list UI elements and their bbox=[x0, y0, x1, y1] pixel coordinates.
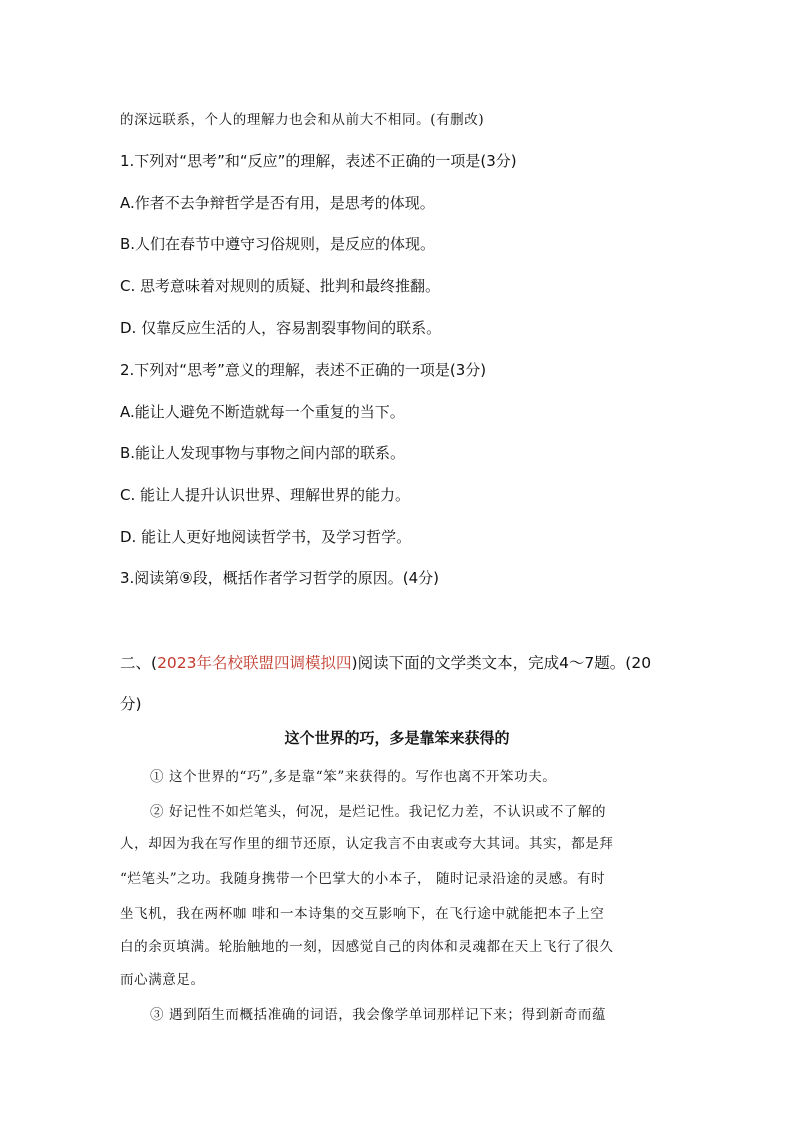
article-paragraph-3: ③ 遇到陌生而概括准确的词语，我会像学单词那样记下来；得到新奇而蕴 bbox=[150, 1007, 607, 1023]
section-2-source: 2023年名校联盟四调模拟四 bbox=[157, 654, 352, 672]
question-1-option-b: B.人们在春节中遵守习俗规则，是反应的体现。 bbox=[120, 235, 436, 253]
article-line: 而心满意足。 bbox=[120, 972, 205, 988]
question-2-option-c: C. 能让人提升认识世界、理解世界的能力。 bbox=[120, 486, 411, 504]
question-2-option-b: B.能让人发现事物与事物之间内部的联系。 bbox=[120, 444, 406, 462]
question-2-option-d: D. 能让人更好地阅读哲学书，及学习哲学。 bbox=[120, 528, 412, 546]
article-line: 坐飞机，我在两杯咖 啡和一本诗集的交互影响下，在飞行途中就能把本子上空 bbox=[120, 906, 605, 922]
question-2-option-a: A.能让人避免不断造就每一个重复的当下。 bbox=[120, 403, 405, 421]
section-2-suffix: )阅读下面的文学类文本，完成4～7题。(20 bbox=[351, 654, 652, 672]
article-title: 这个世界的巧，多是靠笨来获得的 bbox=[284, 729, 510, 747]
question-3-stem: 3.阅读第⑨段，概括作者学习哲学的原因。(4分) bbox=[120, 569, 440, 587]
question-1-stem: 1.下列对“思考”和“反应”的理解，表述不正确的一项是(3分) bbox=[120, 152, 517, 170]
section-2-heading bbox=[120, 651, 651, 673]
article-line: “烂笔头”之功。我随身携带一个巴掌大的小本子， 随时记录沿途的灵感。有时 bbox=[120, 871, 606, 887]
question-1-option-a: A.作者不去争辩哲学是否有用，是思考的体现。 bbox=[120, 194, 435, 212]
article-paragraph-1: ① 这个世界的“巧”,多是靠“笨”来获得的。写作也离不开笨功夫。 bbox=[150, 769, 557, 785]
question-1-option-c: C. 思考意味着对规则的质疑、批判和最终推翻。 bbox=[120, 277, 441, 295]
section-2-heading-continuation: 分) bbox=[120, 695, 142, 713]
article-line: 人，却因为我在写作里的细节还原，认定我言不由衷或夸大其词。其实，都是拜 bbox=[120, 836, 614, 852]
question-2-stem: 2.下列对“思考”意义的理解，表述不正确的一项是(3分) bbox=[120, 361, 487, 379]
intro-line: 的深远联系，个人的理解力也会和从前大不相同。(有删改) bbox=[120, 112, 485, 128]
article-paragraph-2: ② 好记性不如烂笔头，何况，是烂记性。我记忆力差，不认识或不了解的 bbox=[150, 804, 607, 820]
article-line: 白的余页填满。轮胎触地的一刻，因感觉自己的肉体和灵魂都在天上飞行了很久 bbox=[120, 939, 614, 955]
question-1-option-d: D. 仅靠反应生活的人，容易割裂事物间的联系。 bbox=[120, 319, 442, 337]
section-2-prefix: 二、( bbox=[120, 654, 158, 672]
